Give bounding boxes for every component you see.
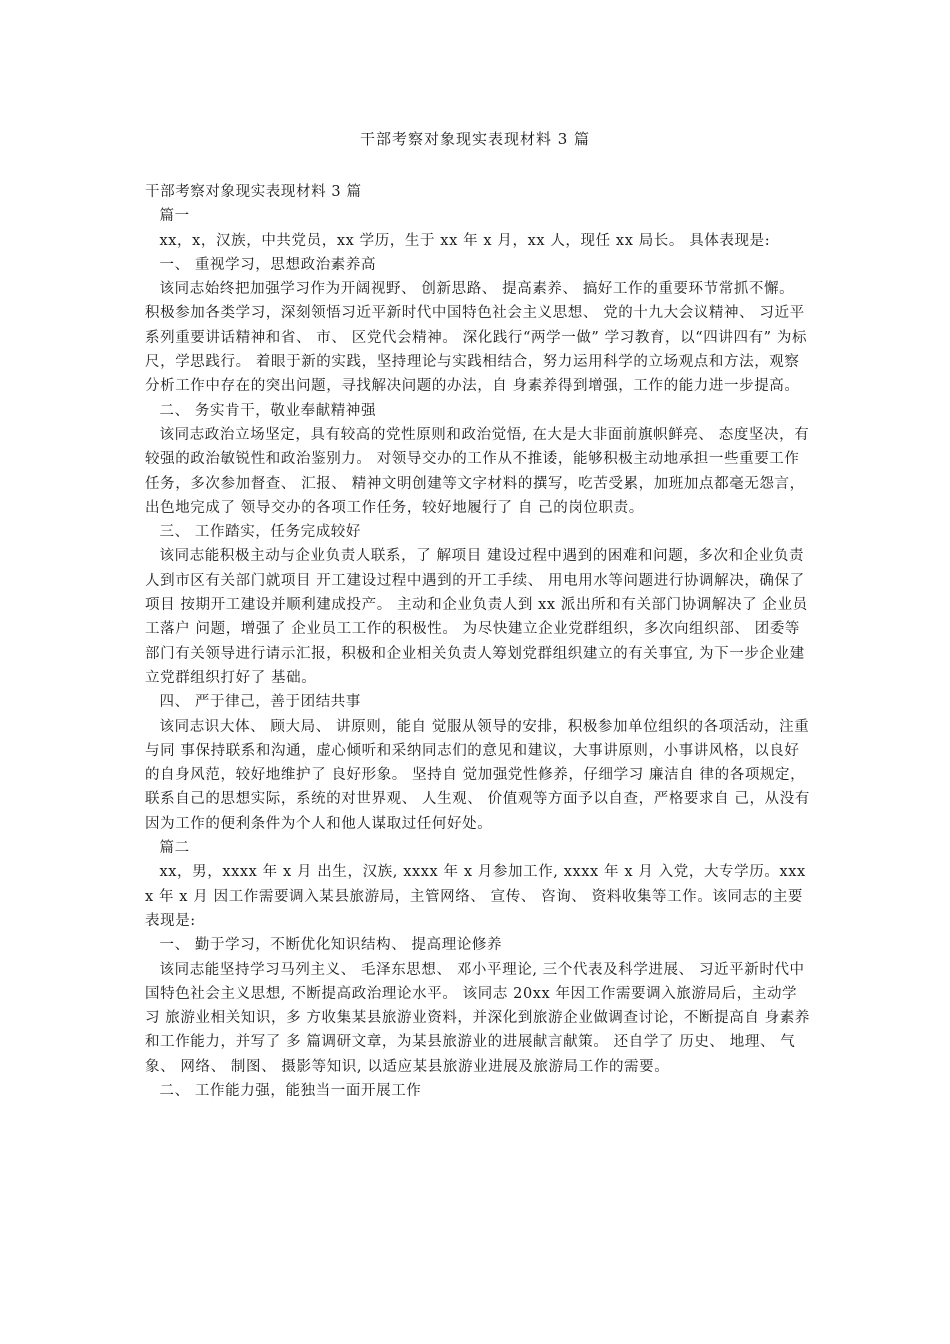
intro-paragraph: xx，男，xxxx 年 x 月 出生，汉族, xxxx 年 x 月参加工作, xxxx 年 x 月 入党，大专学历。xxxx 年 x 月 因工作需要调入某县旅游局，主管网络、 宣传、 咨询、 资料收集等工作。该同志的主要表现是: (145, 864, 806, 929)
section-heading: 二、 务实肯干，敬业奉献精神强 (159, 402, 377, 419)
section-heading: 二、 工作能力强，能独当一面开展工作 (159, 1082, 422, 1099)
document-subtitle: 干部考察对象现实表现材料 3 篇 (145, 184, 362, 200)
document-body (145, 180, 810, 1103)
section-paragraph: 该同志识大体、 顾大局、 讲原则，能自 觉服从领导的安排，积极参加单位组织的各项活动，注重与同 事保持联系和沟通，虚心倾听和采纳同志们的意见和建议，大事讲原则，小事讲风格，以良好的自身风范，较好地维护了 良好形象。 坚持自 觉加强党性修养，仔细学习 廉洁自 律的各项规定，联系自己的思想实际，系统的对世界观、 人生观、 价值观等方面予以自查，严格要求自 己，从没有因为工作的便利条件为个人和他人谋取过任何好处。 (145, 718, 810, 832)
part-label: 篇二 (159, 840, 190, 857)
section-heading: 一、 重视学习，思想政治素养高 (159, 256, 377, 273)
document-title: 干部考察对象现实表现材料 3 篇 (359, 130, 591, 148)
section-paragraph: 该同志政治立场坚定，具有较高的党性原则和政治觉悟, 在大是大非面前旗帜鲜亮、 态度坚决，有较强的政治敏锐性和政治鉴别力。 对领导交办的工作从不推诿，能够积极主动地承担一些重要工作任务，多次参加督查、 汇报、 精神文明创建等文字材料的撰写，吃苦受累，加班加点都毫无怨言，出色地完成了 领导交办的各项工作任务，较好地履行了 自 己的岗位职责。 (145, 426, 810, 516)
intro-paragraph: xx，x，汉族，中共党员，xx 学历，生于 xx 年 x 月，xx 人，现任 xx 局长。 具体表现是: (159, 232, 771, 249)
section-heading: 三、 工作踏实，任务完成较好 (159, 524, 362, 541)
section-paragraph: 该同志能积极主动与企业负责人联系，了 解项目 建设过程中遇到的困难和问题，多次和企业负责人到市区有关部门就项目 开工建设过程中遇到的开工手续、 用电用水等问题进行协调解决，确保了 项目 按期开工建设并顺利建成投产。 主动和企业负责人到 xx 派出所和有关部门协调解决了 企业员工落户 问题，增强了 企业员工工作的积极性。 为尽快建立企业党群组织，多次向组织部、 团委等部门有关领导进行请示汇报，积极和企业相关负责人筹划党群组织建立的有关事宜, 为下一步企业建立党群组织打好了 基础。 (145, 548, 808, 686)
section-heading: 一、 勤于学习，不断优化知识结构、 提高理论修养 (159, 937, 503, 954)
section-heading: 四、 严于律己，善于团结共事 (159, 694, 362, 711)
section-paragraph: 该同志始终把加强学习作为开阔视野、 创新思路、 提高素养、 搞好工作的重要环节常抓不懈。 积极参加各类学习，深刻领悟习近平新时代中国特色社会主义思想、 党的十九大会议精神、 习近平系列重要讲话精神和省、 市、 区党代会精神。 深化践行“两学一做” 学习教育，以“四讲四有” 为标尺，学思践行。 着眼于新的实践，坚持理论与实践相结合，努力运用科学的立场观点和方法，观察分析工作中存在的突出问题，寻找解决问题的办法，自 身素养得到增强，工作的能力进一步提高。 (145, 281, 808, 395)
section-paragraph: 该同志能坚持学习马列主义、 毛泽东思想、 邓小平理论, 三个代表及科学进展、 习近平新时代中国特色社会主义思想, 不断提高政治理论水平。 该同志 20xx 年因工作需要调入旅游局后，主动学习 旅游业相关知识，多 方收集某县旅游业资料，并深化到旅游企业做调查讨论，不断提高自 身素养和工作能力，并写了 多 篇调研文章，为某县旅游业的进展献言献策。 还自学了 历史、 地理、 气象、 网络、 制图、 摄影等知识, 以适应某县旅游业进展及旅游局工作的需要。 (145, 961, 810, 1075)
part-label: 篇一 (159, 208, 190, 225)
